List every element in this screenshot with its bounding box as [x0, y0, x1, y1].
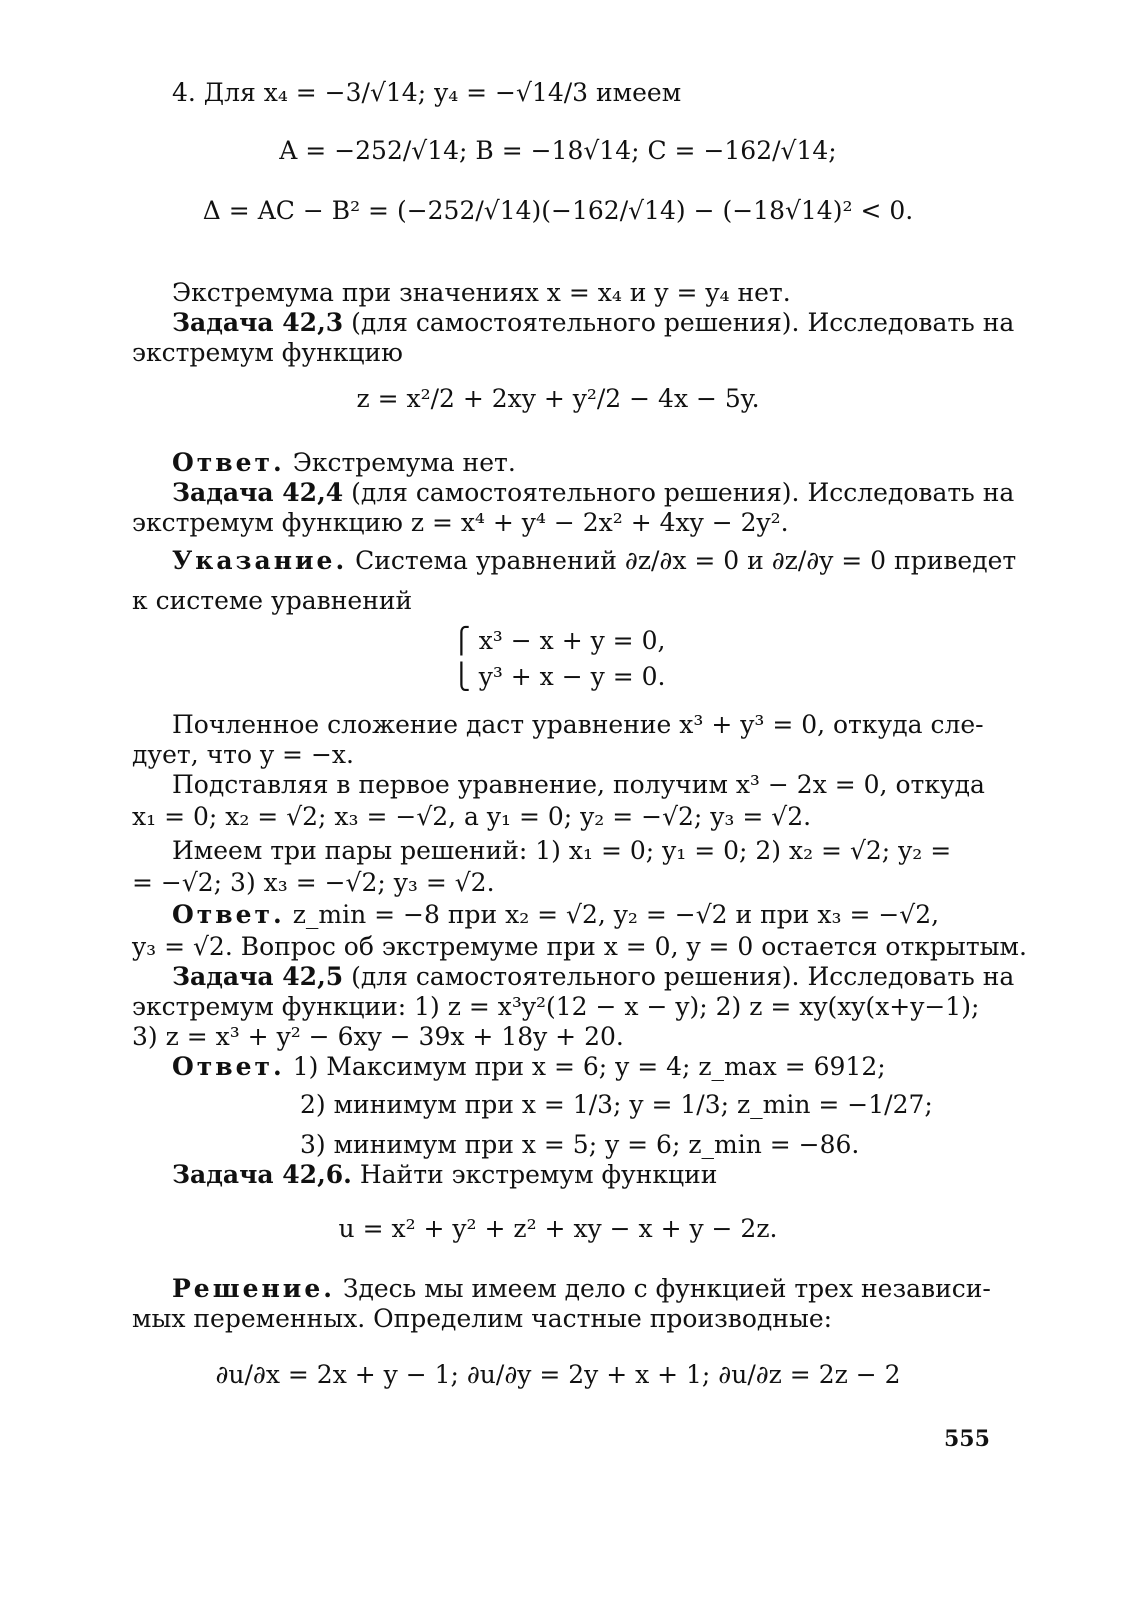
- line-task-425: [172, 962, 1014, 992]
- line-27: 2) минимум при x = 1/3; y = 1/3; z_min = −1/27;: [300, 1090, 933, 1119]
- task-label: Задача 42,5: [172, 962, 344, 991]
- line-24: экстремум функции: 1) z = x³y²(12 − x − y); 2) z = xy(xy(x+y−1);: [132, 992, 980, 1021]
- line-15: Почленное сложение даст уравнение x³ + y³ = 0, откуда сле-: [172, 710, 984, 739]
- line-task-424: [172, 478, 1014, 508]
- answer-label: Ответ.: [172, 1052, 285, 1081]
- formula-derivatives: ∂u/∂x = 2x + y − 1; ∂u/∂y = 2y + x + 1; ∂u/∂z = 2z − 2: [215, 1360, 901, 1389]
- line-2: A = −252/√14; B = −18√14; C = −162/√14;: [279, 136, 837, 165]
- line-text: Система уравнений ∂z/∂x = 0 и ∂z/∂y = 0 приведет: [355, 546, 1017, 575]
- line-12: к системе уравнений: [132, 586, 413, 615]
- line-text: (для самостоятельного решения). Исследовать на: [351, 478, 1015, 507]
- line-18: x₁ = 0; x₂ = √2; x₃ = −√2, а y₁ = 0; y₂ = −√2; y₃ = √2.: [132, 802, 812, 831]
- line-text: Экстремума нет.: [292, 448, 516, 477]
- line-text: z_min = −8 при x₂ = √2, y₂ = −√2 и при x₃ = −√2,: [292, 900, 940, 929]
- solution-label: Решение.: [172, 1274, 335, 1303]
- line-17: Подставляя в первое уравнение, получим x³ − 2x = 0, откуда: [172, 770, 985, 799]
- line-20: = −√2; 3) x₃ = −√2; y₃ = √2.: [132, 868, 495, 897]
- task-label: Задача 42,4: [172, 478, 344, 507]
- line-22: y₃ = √2. Вопрос об экстремуме при x = 0, y = 0 остается открытым.: [132, 932, 1027, 961]
- line-10: экстремум функцию z = x⁴ + y⁴ − 2x² + 4xy − 2y².: [132, 508, 789, 537]
- task-label: Задача 42,6.: [172, 1160, 352, 1189]
- line-hint: [172, 546, 1016, 576]
- line-19: Имеем три пары решений: 1) x₁ = 0; y₁ = 0; 2) x₂ = √2; y₂ =: [172, 836, 952, 865]
- line-16: дует, что y = −x.: [132, 740, 354, 769]
- line-solution: [172, 1274, 991, 1304]
- system-eq-2: ⎩ y³ + x − y = 0.: [452, 662, 666, 691]
- line-3: Δ = AC − B² = (−252/√14)(−162/√14) − (−18√14)² < 0.: [202, 196, 914, 225]
- formula-z: z = x²/2 + 2xy + y²/2 − 4x − 5y.: [356, 384, 760, 413]
- line-6: экстремум функцию: [132, 338, 403, 367]
- line-32: мых переменных. Определим частные производные:: [132, 1304, 833, 1333]
- answer-label: Ответ.: [172, 448, 285, 477]
- line-text: (для самостоятельного решения). Исследовать на: [351, 962, 1015, 991]
- formula-u: u = x² + y² + z² + xy − x + y − 2z.: [338, 1214, 778, 1243]
- hint-label: Указание.: [172, 546, 348, 575]
- line-text: 1) Максимум при x = 6; y = 4; z_max = 6912;: [292, 1052, 886, 1081]
- line-text: (для самостоятельного решения). Исследовать на: [351, 308, 1015, 337]
- line-answer-2: [172, 900, 939, 930]
- line-4: Экстремума при значениях x = x₄ и y = y₄ нет.: [172, 278, 791, 307]
- line-5: [172, 308, 1014, 338]
- task-label: Задача 42,3: [172, 308, 344, 337]
- line-text: Найти экстремум функции: [359, 1160, 718, 1189]
- line-answer-3: [172, 1052, 886, 1082]
- line-1: 4. Для x₄ = −3/√14; y₄ = −√14/3 имеем: [172, 78, 682, 107]
- line-answer-1: [172, 448, 516, 478]
- system-eq-1: ⎧ x³ − x + y = 0,: [452, 626, 666, 655]
- line-task-426: [172, 1160, 717, 1190]
- line-28: 3) минимум при x = 5; y = 6; z_min = −86.: [300, 1130, 860, 1159]
- page-number: 555: [944, 1426, 990, 1452]
- line-25: 3) z = x³ + y² − 6xy − 39x + 18y + 20.: [132, 1022, 624, 1051]
- answer-label: Ответ.: [172, 900, 285, 929]
- line-text: Здесь мы имеем дело с функцией трех независи-: [342, 1274, 991, 1303]
